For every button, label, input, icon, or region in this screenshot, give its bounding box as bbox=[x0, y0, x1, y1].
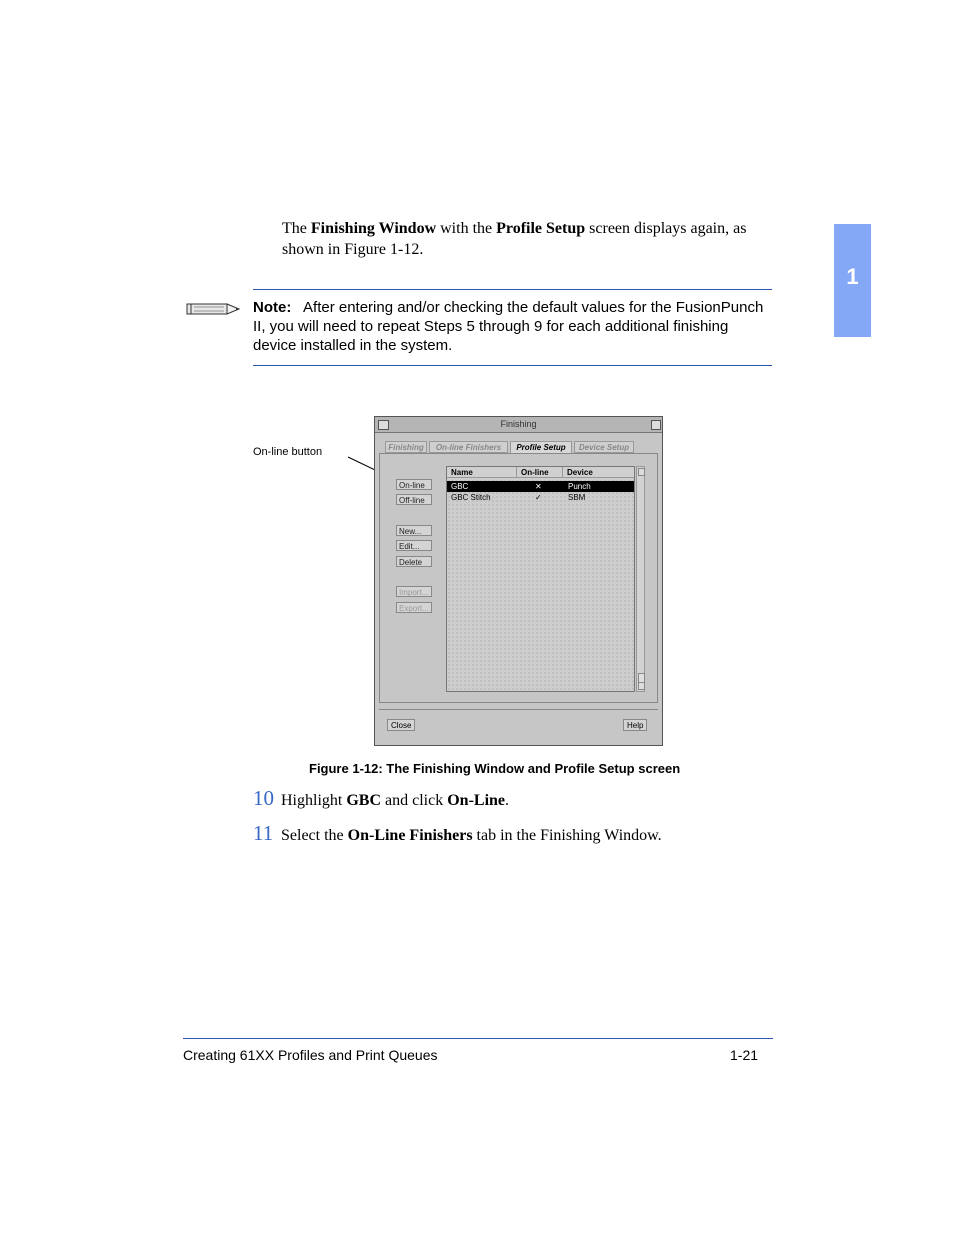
footer-rule bbox=[183, 1038, 773, 1039]
row-online-status: ✕ bbox=[535, 482, 542, 491]
tab-online-finishers[interactable]: On-line Finishers bbox=[429, 441, 508, 453]
step-number: 11 bbox=[253, 821, 274, 845]
note-top-rule bbox=[253, 289, 772, 290]
row-online-status: ✓ bbox=[535, 493, 542, 502]
step-11: 11 Select the On-Line Finishers tab in the Finishing Window. bbox=[253, 821, 662, 845]
chapter-number: 1 bbox=[846, 264, 859, 289]
help-button[interactable]: Help bbox=[623, 719, 647, 731]
pencil-icon bbox=[186, 302, 242, 316]
table-row[interactable] bbox=[447, 492, 634, 503]
window-title: Finishing bbox=[375, 417, 662, 433]
close-button[interactable]: Close bbox=[387, 719, 415, 731]
tab-finishing[interactable]: Finishing bbox=[385, 441, 427, 453]
table-scrollbar[interactable] bbox=[636, 466, 645, 692]
page-number: 1-21 bbox=[730, 1047, 759, 1063]
edit-button[interactable]: Edit... bbox=[396, 540, 432, 551]
row-name: GBC Stitch bbox=[451, 493, 491, 502]
footer-title: Creating 61XX Profiles and Print Queues bbox=[183, 1047, 438, 1063]
window-maximize-button[interactable] bbox=[651, 420, 661, 430]
scroll-up-arrow-icon[interactable] bbox=[638, 468, 645, 476]
window-divider bbox=[379, 709, 658, 710]
row-device: Punch bbox=[568, 482, 591, 491]
tab-device-setup[interactable]: Device Setup bbox=[574, 441, 634, 453]
import-button[interactable]: Import... bbox=[396, 586, 432, 597]
offline-button[interactable]: Off-line bbox=[396, 494, 432, 505]
row-device: SBM bbox=[568, 493, 586, 502]
note-text: Note: After entering and/or checking the default values for the FusionPunch II, you will need to repeat Steps 5 through 9 for each additional finishing device installed in the system. bbox=[253, 299, 764, 354]
figure-caption: Figure 1-12: The Finishing Window and Profile Setup screen bbox=[309, 761, 681, 776]
profile-table bbox=[446, 466, 635, 692]
row-name: GBC bbox=[451, 482, 469, 491]
finishing-window bbox=[374, 416, 663, 746]
tab-profile-setup[interactable]: Profile Setup bbox=[510, 441, 572, 453]
new-button[interactable]: New... bbox=[396, 525, 432, 536]
online-button[interactable]: On-line bbox=[396, 479, 432, 490]
step-number: 10 bbox=[253, 786, 274, 810]
step-10: 10 Highlight GBC and click On-Line. bbox=[253, 786, 510, 810]
window-menu-button[interactable] bbox=[378, 420, 389, 430]
intro-paragraph: The Finishing Window with the Profile Setup screen displays again, as shown in Figure 1-12. bbox=[282, 220, 747, 258]
column-header-device[interactable]: Device bbox=[563, 467, 634, 478]
scroll-down-arrow-icon[interactable] bbox=[638, 682, 645, 690]
column-header-name[interactable]: Name bbox=[447, 467, 517, 478]
export-button[interactable]: Export... bbox=[396, 602, 432, 613]
column-header-online[interactable]: On-line bbox=[517, 467, 563, 478]
table-row[interactable] bbox=[447, 481, 634, 492]
delete-button[interactable]: Delete bbox=[396, 556, 432, 567]
note-bottom-rule bbox=[253, 365, 772, 366]
callout-label: On-line button bbox=[253, 446, 323, 458]
